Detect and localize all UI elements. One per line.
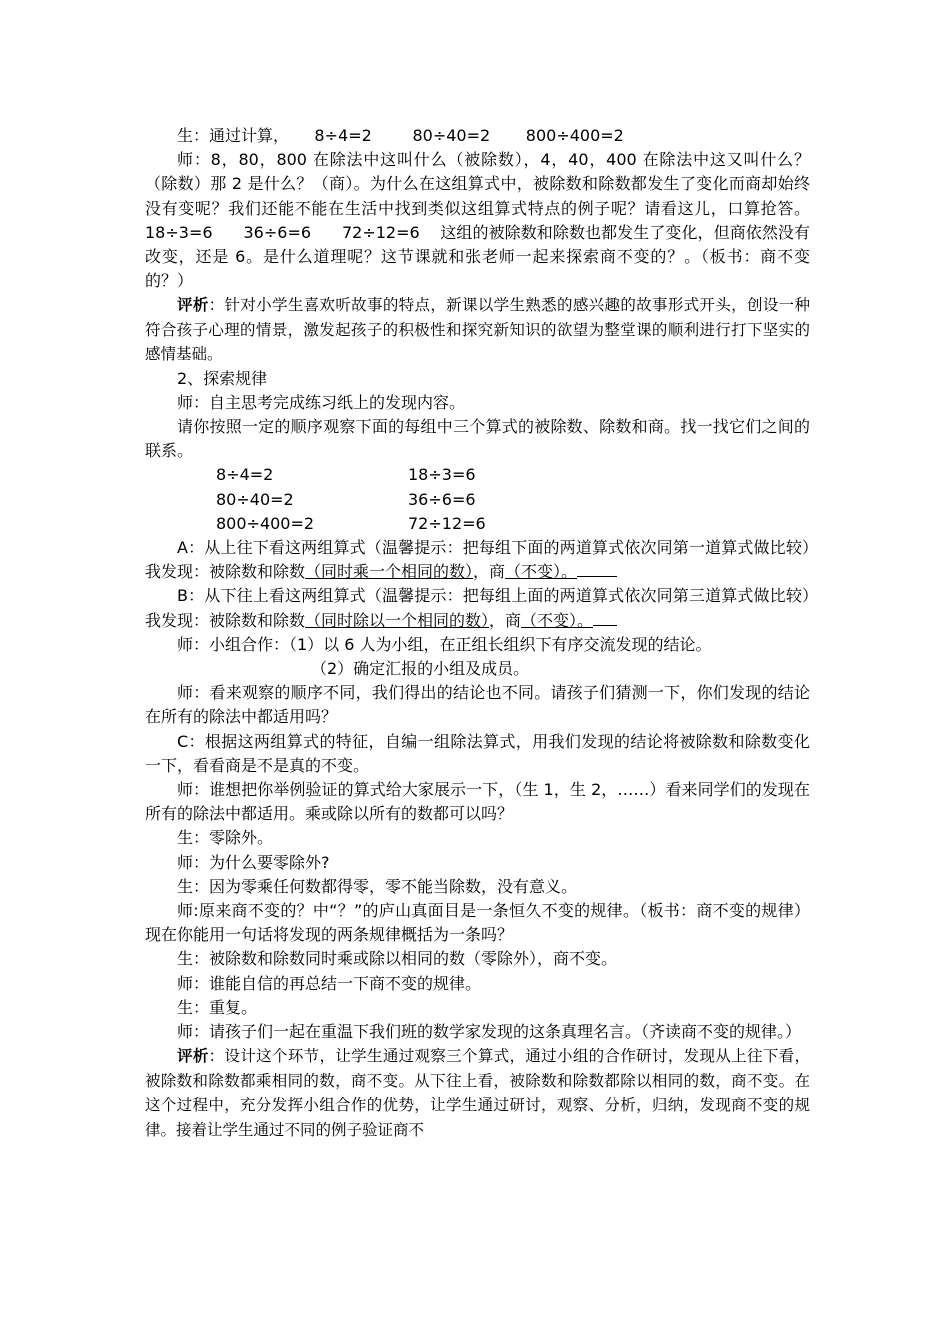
review-paragraph-1 — [145, 293, 810, 366]
equation-row — [216, 463, 810, 487]
underline-blank — [593, 609, 617, 626]
finding-a-mid: ，商 — [473, 562, 506, 582]
equation-table — [216, 463, 810, 536]
teacher-intro-paragraph: 师：8，80，800 在除法中这叫什么（被除数），4，40，400 在除法中这又叫什么？（除数）那 2 是什么？（商）。为什么在这组算式中，被除数和除数都发生了变化而商却始终没有变呢？我们还能不能在生活中找到类似这组算式特点的例子呢？请看这儿，口算抢答。18÷3=6 36÷6=6 72÷12=6 这组的被除数和除数也都发生了变化，但商依然没有改变，还是 6。是什么道理呢？这节课就和张老师一起来探索商不变的？。（板书：商不变的？） — [145, 150, 810, 291]
teacher-instruction: 师：自主思考完成练习纸上的发现内容。 — [177, 392, 466, 412]
review-label: 评析 — [177, 1046, 209, 1066]
finding-a-blank-2: （不变）。 — [505, 562, 578, 582]
review-label: 评析 — [177, 295, 209, 315]
document-page — [145, 124, 810, 1142]
finding-b-mid: ，商 — [489, 610, 522, 630]
dialogue-paragraph: 师：谁想把你举例验证的算式给大家展示一下，（生 1，生 2，……）看来同学们的发现在所有的除法中都适用。乘或除以所有的数都可以吗？ — [145, 780, 810, 824]
finding-a — [145, 536, 810, 584]
review-text: ：设计这个环节，让学生通过观察三个算式，通过小组的合作研讨，发现从上往下看，被除数和除数都乘相同的数，商不变。从下往上看，被除数和除数都除以相同的数，商不变。在这个过程中，充分发挥小组合作的优势，让学生通过研讨，观察、分析，归纳，发现商不变的规律。接着让学生通过不同的例子验证商不 — [145, 1047, 810, 1139]
group-work-line-2: （2）确定汇报的小组及成员。 — [311, 659, 530, 679]
section-heading: 2、探索规律 — [177, 368, 268, 388]
finding-a-blank-1: （同时乘一个相同的数） — [305, 562, 474, 582]
review-paragraph-2 — [145, 1044, 810, 1142]
equation-left: 800÷400=2 — [216, 513, 315, 533]
equation-left: 80÷40=2 — [216, 489, 294, 509]
observation-instruction: 请你按照一定的顺序观察下面的每组中三个算式的被除数、除数和商。找一找它们之间的联系。 — [145, 417, 810, 461]
dialogue-paragraph: 师:原来商不变的？中“？”的庐山真面目是一条恒久不变的规律。（板书：商不变的规律）现在你能用一句话将发现的两条规律概括为一条吗？ — [145, 901, 810, 945]
dialogue-paragraph: 师：看来观察的顺序不同，我们得出的结论也不同。请孩子们猜测一下，你们发现的结论在所有的除法中都适用吗？ — [145, 683, 810, 727]
equation-right: 18÷3=6 — [408, 465, 476, 485]
equation-right: 36÷6=6 — [408, 489, 476, 509]
underline-blank — [577, 560, 617, 577]
equation-row — [216, 488, 810, 512]
finding-b — [145, 584, 810, 632]
dialogue-paragraph: 生：重复。 — [177, 997, 258, 1017]
dialogue-paragraph: 师：为什么要零除外? — [177, 852, 330, 872]
review-text: ：针对小学生喜欢听故事的特点，新课以学生熟悉的感兴趣的故事形式开头，创设一种符合孩子心理的情景，激发起孩子的积极性和探究新知识的欲望为整堂课的顺利进行打下坚实的感情基础。 — [145, 296, 810, 364]
group-work-line-1: 师：小组合作：（1）以 6 人为小组，在正组长组织下有序交流发现的结论。 — [177, 634, 712, 654]
equation-right: 72÷12=6 — [408, 513, 486, 533]
dialogue-paragraph: 生：因为零乘任何数都得零，零不能当除数，没有意义。 — [177, 876, 578, 896]
dialogue-paragraph: 生：被除数和除数同时乘或除以相同的数（零除外），商不变。 — [177, 949, 618, 969]
dialogue-paragraph: 师：请孩子们一起在重温下我们班的数学家发现的这条真理名言。（齐读商不变的规律。） — [177, 1022, 802, 1042]
dialogue-paragraph: 生：零除外。 — [177, 828, 274, 848]
equation-left: 8÷4=2 — [216, 465, 274, 485]
student-calc-line: 生：通过计算， 8÷4=2 80÷40=2 800÷400=2 — [177, 126, 624, 145]
finding-a-text: A：从上往下看这两组算式（温馨提示：把每组下面的两道算式依次同第一道算式做比较）我发现：被除数和除数 — [145, 538, 810, 582]
equation-row — [216, 512, 810, 536]
finding-b-blank-1: （同时除以一个相同的数） — [305, 610, 490, 630]
finding-b-text: B：从下往上看这两组算式（温馨提示：把每组上面的两道算式依次同第三道算式做比较）我发现：被除数和除数 — [145, 586, 810, 630]
dialogue-paragraph: 师：谁能自信的再总结一下商不变的规律。 — [177, 973, 482, 993]
finding-b-blank-2: （不变）。 — [521, 610, 594, 630]
dialogue-paragraph: C：根据这两组算式的特征，自编一组除法算式，用我们发现的结论将被除数和除数变化一下，看看商是不是真的不变。 — [145, 731, 810, 775]
